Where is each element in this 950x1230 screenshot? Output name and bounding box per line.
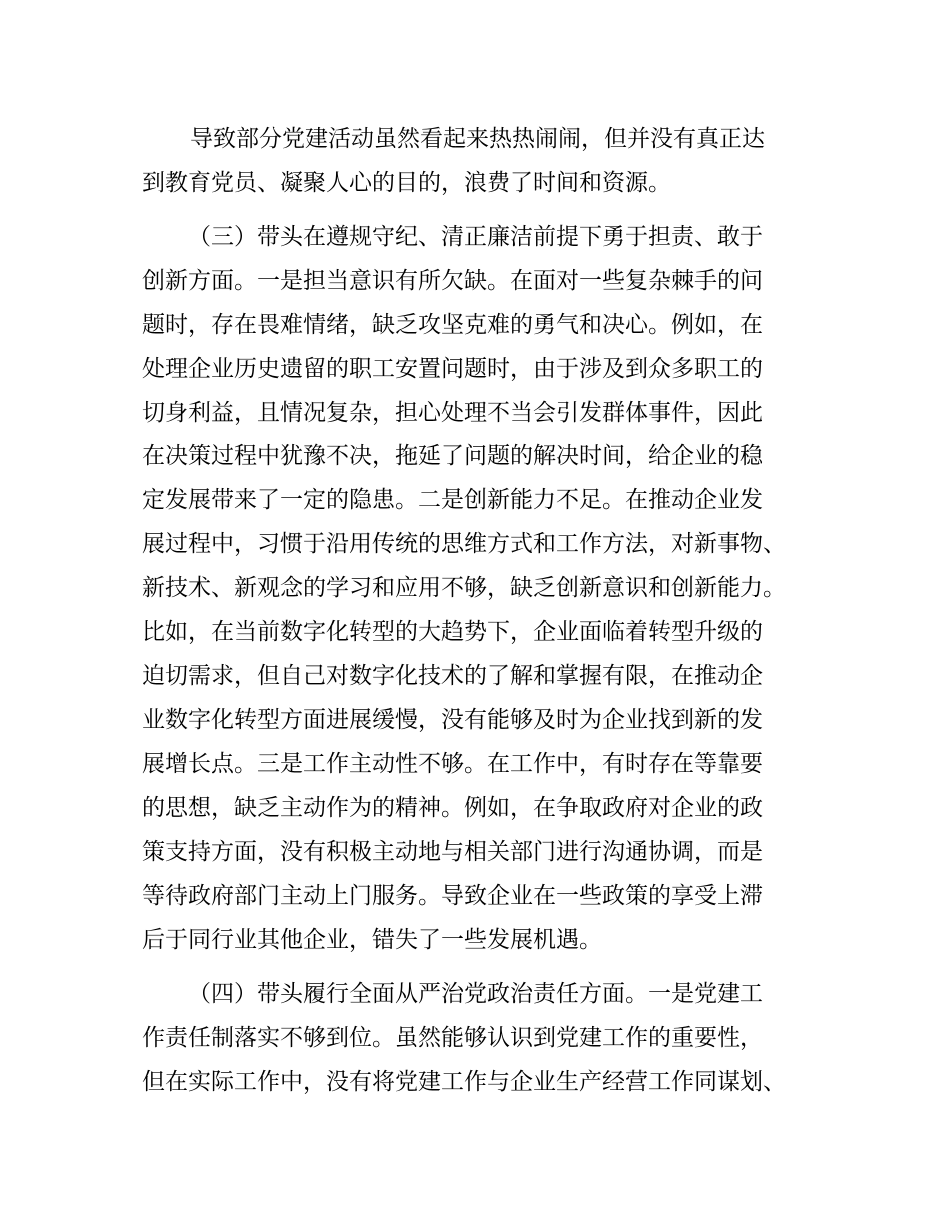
paragraph-2-line-3: 题时，存在畏难情绪，缺乏攻坚克难的勇气和决心。例如，在 <box>142 312 763 338</box>
paragraph-2-line-7: 定发展带来了一定的隐患。二是创新能力不足。在推动企业发 <box>142 487 763 513</box>
paragraph-2-line-4: 处理企业历史遗留的职工安置问题时，由于涉及到众多职工的 <box>142 356 763 382</box>
paragraph-2-line-2: 创新方面。一是担当意识有所欠缺。在面对一些复杂棘手的问 <box>142 268 763 294</box>
paragraph-1-line-1: 导致部分党建活动虽然看起来热热闹闹，但并没有真正达 <box>190 126 765 152</box>
paragraph-3-line-1: （四）带头履行全面从严治党政治责任方面。一是党建工 <box>188 981 763 1007</box>
paragraph-1-line-2: 到教育党员、凝聚人心的目的，浪费了时间和资源。 <box>142 170 671 196</box>
paragraph-2-line-13: 展增长点。三是工作主动性不够。在工作中，有时存在等靠要 <box>142 751 763 777</box>
paragraph-2-line-9: 新技术、新观念的学习和应用不够，缺乏创新意识和创新能力。 <box>142 575 786 601</box>
paragraph-2-line-5: 切身利益，且情况复杂，担心处理不当会引发群体事件，因此 <box>142 400 763 426</box>
paragraph-2-line-12: 业数字化转型方面进展缓慢，没有能够及时为企业找到新的发 <box>142 707 763 733</box>
paragraph-2-line-14: 的思想，缺乏主动作为的精神。例如，在争取政府对企业的政 <box>142 795 763 821</box>
paragraph-2-line-8: 展过程中，习惯于沿用传统的思维方式和工作方法，对新事物、 <box>142 531 786 557</box>
paragraph-2-line-1: （三）带头在遵规守纪、清正廉洁前提下勇于担责、敢于 <box>188 224 763 250</box>
paragraph-2-line-11: 迫切需求，但自己对数字化技术的了解和掌握有限，在推动企 <box>142 663 763 689</box>
paragraph-2-line-16: 等待政府部门主动上门服务。导致企业在一些政策的享受上滞 <box>142 883 763 909</box>
paragraph-3-line-2: 作责任制落实不够到位。虽然能够认识到党建工作的重要性， <box>142 1025 763 1051</box>
paragraph-2-line-6: 在决策过程中犹豫不决，拖延了问题的解决时间，给企业的稳 <box>142 443 763 469</box>
paragraph-2-line-17: 后于同行业其他企业，错失了一些发展机遇。 <box>142 927 602 953</box>
paragraph-3-line-3: 但在实际工作中，没有将党建工作与企业生产经营工作同谋划、 <box>142 1069 786 1095</box>
paragraph-2-line-15: 策支持方面，没有积极主动地与相关部门进行沟通协调，而是 <box>142 839 763 865</box>
paragraph-2-line-10: 比如，在当前数字化转型的大趋势下，企业面临着转型升级的 <box>142 619 763 645</box>
